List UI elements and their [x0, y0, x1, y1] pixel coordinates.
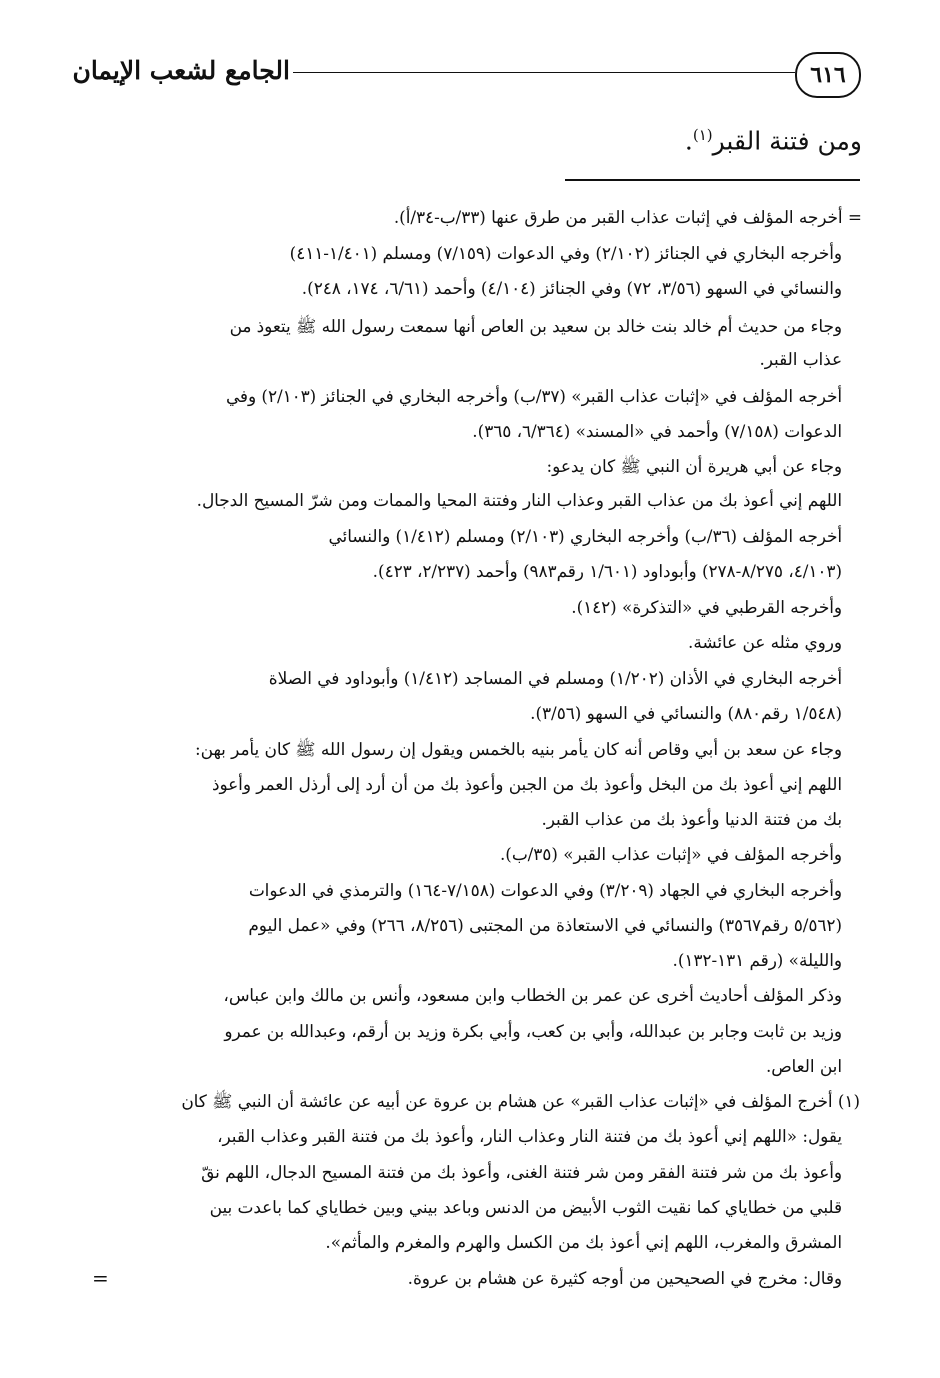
footnote-line: (٤/١٠٣، ٨/٢٧٥-٢٧٨) وأبوداود (١/٦٠١ رقم٩٨٣) وأحمد (٢/٢٣٧، ٤٢٣).	[372, 561, 842, 581]
running-title: الجامع لشعب الإيمان	[72, 56, 290, 85]
footnote-line: اللهم إني أعوذ بك من البخل وأعوذ بك من الجبن وأعوذ بك من أن أرد إلى أرذل العمر وأعوذ	[212, 774, 842, 794]
footnote-line: الدعوات (٧/١٥٨) وأحمد في «المسند» (٦/٣٦٤، ٣٦٥).	[472, 421, 842, 441]
footnote-line: وأخرجه المؤلف في «إثبات عذاب القبر» (٣٥/ب).	[499, 844, 842, 864]
footnote-line: قلبي من خطاياي كما نقيت الثوب الأبيض من الدنس وباعد بيني وبين خطاياي كما باعدت بين	[209, 1197, 842, 1217]
main-text-body: ومن فتنة القبر	[712, 126, 862, 156]
continuation-mark: =	[92, 1266, 109, 1290]
footnote-separator	[565, 179, 860, 181]
footnote-line: والليلة» (رقم ١٣١-١٣٢).	[672, 950, 842, 970]
footnote-line: وروي مثله عن عائشة.	[688, 632, 842, 652]
footnote-line: وجاء عن سعد بن أبي وقاص أنه كان يأمر بنيه بالخمس ويقول إن رسول الله ﷺ كان يأمر بهن:	[195, 739, 842, 759]
footnote-reference: (١)	[692, 126, 713, 144]
footnote-line: أخرجه المؤلف (٣٦/ب) وأخرجه البخاري (٢/١٠٣) ومسلم (١/٤١٢) والنسائي	[328, 526, 842, 546]
footnote-line: عذاب القبر.	[759, 349, 842, 369]
footnote-line: أخرجه المؤلف في «إثبات عذاب القبر» (٣٧/ب) وأخرجه البخاري في الجنائز (٢/١٠٣) وفي	[225, 386, 842, 406]
header-rule	[293, 72, 795, 73]
footnote-line: ابن العاص.	[765, 1056, 842, 1076]
footnote-line: المشرق والمغرب، اللهم إني أعوذ بك من الكسل والهرم والمغرم والمأثم».	[325, 1232, 842, 1252]
footnote-line: أخرجه البخاري في الأذان (١/٢٠٢) ومسلم في المساجد (١/٤١٢) وأبوداود في الصلاة	[268, 668, 842, 688]
footnote-line: وزيد بن ثابت وجابر بن عبدالله، وأبي بن كعب، وأبي بكرة وزيد بن أرقم، وعبدالله بن عمرو	[224, 1021, 842, 1041]
footnote-line: اللهم إني أعوذ بك من عذاب القبر وعذاب النار وفتنة المحيا والممات ومن شرّ المسيح الدجال.	[196, 490, 842, 510]
main-text-end: .	[684, 126, 693, 156]
footnote-line: والنسائي في السهو (٣/٥٦، ٧٢) وفي الجنائز (٤/١٠٤) وأحمد (٦/٦١، ١٧٤، ٢٤٨).	[301, 278, 842, 298]
footnote-line: = أخرجه المؤلف في إثبات عذاب القبر من طرق عنها (٣٣/ب-٣٤/أ).	[393, 207, 862, 227]
footnote-line: وجاء من حديث أم خالد بنت خالد بن سعيد بن العاص أنها سمعت رسول الله ﷺ يتعوذ من	[229, 316, 842, 336]
footnote-line: (١) أخرج المؤلف في «إثبات عذاب القبر» عن هشام بن عروة عن أبيه عن عائشة أن النبي ﷺ كان	[181, 1091, 860, 1111]
footnote-line: (١/٥٤٨ رقم٨٨٠) والنسائي في السهو (٣/٥٦).	[530, 703, 842, 723]
footnote-line: وجاء عن أبي هريرة أن النبي ﷺ كان يدعو:	[546, 456, 842, 476]
footnote-line: وأخرجه البخاري في الجنائز (٢/١٠٢) وفي الدعوات (٧/١٥٩) ومسلم (١/٤٠١-٤١١)	[289, 243, 842, 263]
footnote-line: وأعوذ بك من شر فتنة الفقر ومن شر فتنة الغنى، وأعوذ بك من فتنة المسيح الدجال، اللهم نقّ	[201, 1162, 842, 1182]
main-text	[685, 126, 862, 155]
footnote-line: وذكر المؤلف أحاديث أخرى عن عمر بن الخطاب وابن مسعود، وأنس بن مالك وابن عباس،	[223, 985, 842, 1005]
footnote-line: وقال: مخرج في الصحيحين من أوجه كثيرة عن هشام بن عروة.	[407, 1268, 842, 1288]
footnote-line: (٥/٥٦٢ رقم٣٥٦٧) والنسائي في الاستعاذة من المجتبى (٨/٢٥٦، ٢٦٦) وفي «عمل اليوم	[248, 915, 842, 935]
footnote-line: بك من فتنة الدنيا وأعوذ بك من عذاب القبر.	[541, 809, 842, 829]
page-number: ٦١٦	[795, 52, 861, 98]
footnote-line: يقول: «اللهم إني أعوذ بك من فتنة النار وعذاب النار، وأعوذ بك من فتنة القبر وعذاب القبر،	[217, 1126, 842, 1146]
footnote-line: وأخرجه البخاري في الجهاد (٣/٢٠٩) وفي الدعوات (٧/١٥٨-١٦٤) والترمذي في الدعوات	[248, 880, 842, 900]
footnote-line: وأخرجه القرطبي في «التذكرة» (١٤٢).	[571, 597, 842, 617]
